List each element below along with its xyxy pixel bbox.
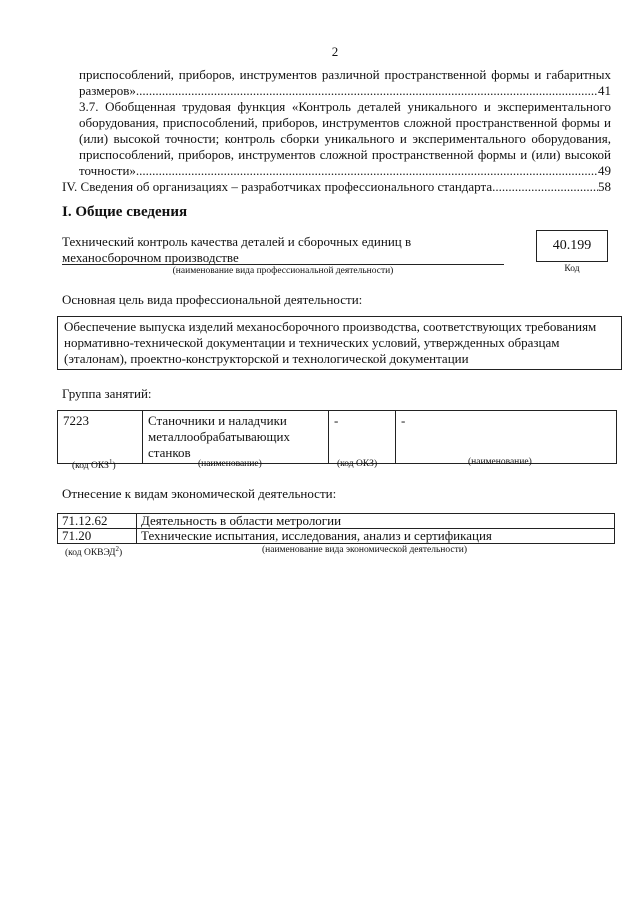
okved-name-cell: Деятельность в области метрологии [137,514,615,529]
toc-page-ref: 58 [598,179,611,194]
okved-name-cell: Технические испытания, исследования, анализ и сертификация [137,529,615,544]
toc-page-ref: 49 [598,163,611,178]
toc-item-3-7-last-line [79,163,611,179]
okved-code-cell: 71.12.62 [58,514,137,529]
toc-item-3-6-continuation: приспособлений, приборов, инструментов различной пространственной формы и габаритных [79,67,611,82]
occ-name2-cell [396,411,617,464]
okz-code2-caption: (код ОКЗ) [337,459,378,469]
occ-code2: - [334,413,339,428]
goal-line1: Обеспечение выпуска изделий механосборочного производства, соответствующих требованиям [64,319,597,334]
occ-name-line2: металлообрабатывающих [148,429,290,444]
okz-name-caption: (наименование) [198,459,262,469]
toc-page-ref: 41 [598,83,611,98]
toc-leader-dots [492,179,598,195]
goal-box [57,316,622,370]
section-heading: I. Общие сведения [62,204,188,220]
goal-line2: нормативно-технической документации и технических условий, утвержденных образцам [64,335,560,350]
toc-item-3-7-line4: приспособлений, приборов, инструментов сложной пространственной формы и (или) высокой [79,147,611,162]
code-caption: Код [564,264,580,274]
occ-code-cell [58,411,143,464]
toc-item-3-7-line3: (или) высокой точности; контроль сборки уникального и экспериментального оборудования, [79,131,611,146]
toc-item-IV [62,179,611,195]
okved-code-cell: 71.20 [58,529,137,544]
goal-line3: (эталонам), проектно-конструкторской и технологической документации [64,351,469,366]
activity-name [62,234,512,266]
occ-name-line3: станков [148,445,191,460]
occ-name2: - [401,413,406,428]
okved-code-caption: (код ОКВЭД$^2$) [65,545,123,559]
occ-name-cell [143,411,329,464]
toc-item-3-7-line1: 3.7. Обобщенная трудовая функция «Контроль деталей уникального и экспериментального [79,99,611,114]
occ-code2-cell [329,411,396,464]
activity-code: 40.199 [552,238,592,253]
table-row [58,529,615,544]
toc-leader-dots [136,83,598,99]
toc-text: размеров» [79,83,136,98]
okz-code-caption: (код ОКЗ$^1$) [72,458,116,472]
toc-item-3-7-line2: оборудования, приспособлений, приборов, инструментов сложной пространственной формы и [79,115,611,130]
activity-name-line1: Технический контроль качества деталей и сборочных единиц в [62,234,412,249]
table-row [58,514,615,529]
page-number: 2 [331,44,339,59]
table-row [58,411,617,464]
econ-table [57,513,615,544]
occ-name-line1: Станочники и наладчики [148,413,287,428]
group-label: Группа занятий: [62,386,152,401]
occupation-table [57,410,617,464]
goal-label: Основная цель вида профессиональной деятельности: [62,292,363,307]
activity-code-box [536,230,608,262]
occ-code: 7223 [63,413,89,428]
okz-name2-caption: (наименование) [468,457,532,467]
activity-caption: (наименование вида профессиональной деятельности) [172,266,394,276]
activity-name-line2: механосборочном производстве [62,250,239,265]
toc-leader-dots [136,163,598,179]
econ-label: Отнесение к видам экономической деятельности: [62,486,337,501]
okved-name-caption: (наименование вида экономической деятельности) [262,545,467,555]
activity-underline [62,264,504,265]
toc-item-3-6-last-line [79,83,611,99]
toc-text: точности» [79,163,136,178]
toc-text: IV. Сведения об организациях – разработчиках профессионального стандарта [62,179,493,194]
